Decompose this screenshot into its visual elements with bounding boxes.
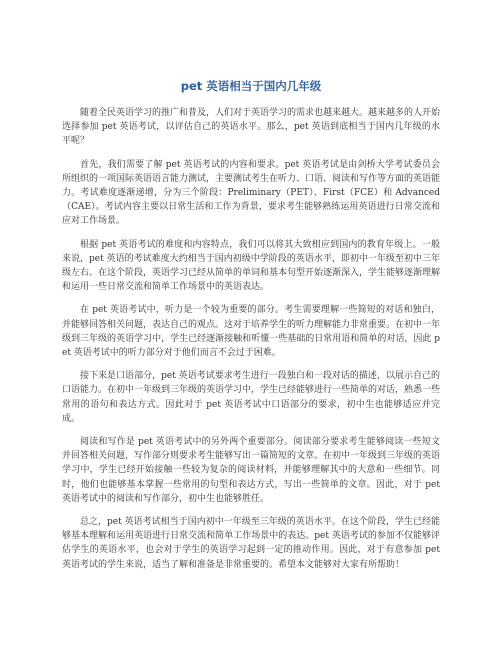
document-title: pet 英语相当于国内几年级 bbox=[180, 79, 322, 93]
paragraph-conclusion: 总之，pet 英语考试相当于国内初中一年级至三年级的英语水平。在这个阶段，学生已经能够基本理解和运用英语进行日常交流和简单工作场景中的表达。pet 英语考试的参加不仅能够评估学生的英语水平，也会对于学生的英语学习起到一定的推动作用。因此，对于有意参加 pet 英语考试的学生来说，适当了解和准备是非常重要的。希望本文能够对大家有所帮助！ bbox=[62, 517, 440, 570]
paragraph-exam-content: 首先，我们需要了解 pet 英语考试的内容和要求。pet 英语考试是由剑桥大学考试委员会所组织的一项国际英语语言能力测试，主要测试考生在听力、口语、阅读和写作等方面的英语能力。考试难度逐渐递增，分为三个阶段：Preliminary（PET）、First（FCE）和 Advanced（CAE）。考试内容主要以日常生活和工作为背景，要求考生能够熟练运用英语进行日常交流和应对工作场景。 bbox=[62, 159, 441, 227]
paragraph-reading-writing: 阅读和写作是 pet 英语考试中的另外两个重要部分。阅读部分要求考生能够阅读一些短文并回答相关问题，写作部分则要求考生能够写出一篇简短的文章。在初中一年级到三年级的英语学习中，学生已经开始接触一些较为复杂的阅读材料，并能够理解其中的大意和一些细节。同时，他们也能够基本掌握一些常用的句型和表达方式，写出一些简单的文章。因此，对于 pet 英语考试中的阅读和写作部分，初中生也能够胜任。 bbox=[62, 437, 441, 504]
paragraph-grade-level: 根据 pet 英语考试的难度和内容特点，我们可以将其大致相应到国内的教育年级上。一般来说，pet 英语的考试难度大约相当于国内初级中学阶段的英语水平，即初中一年级至初中三年级左右。在这个阶段，英语学习已经从简单的单词和基本句型开始逐渐深入，学生能够逐渐理解和运用一些日常交流和简单工作场景中的英语表达。 bbox=[62, 239, 441, 293]
paragraph-listening: 在 pet 英语考试中，听力是一个较为重要的部分。考生需要理解一些简短的对话和独白，并能够回答相关问题，表达自己的观点。这对于培养学生的听力理解能力非常重要。在初中一年级到三年级的英语学习中，学生已经逐渐接触和听懂一些基础的日常用语和简单的对话，因此 pet 英语考试中的听力部分对于他们而言不会过于困难。 bbox=[62, 305, 441, 359]
paragraph-speaking: 接下来是口语部分，pet 英语考试要求考生进行一段独白和一段对话的描述，以展示自己的口语能力。在初中一年级到三年级的英语学习中，学生已经能够进行一些简单的对话，熟悉一些常用的语句和表达方式。因此对于 pet 英语考试中口语部分的要求，初中生也能够适应并完成。 bbox=[62, 371, 441, 424]
paragraph-intro: 随着全民英语学习的推广和普及，人们对于英语学习的需求也越来越大。越来越多的人开始选择参加 pet 英语考试，以评估自己的英语水平。那么，pet 英语到底相当于国内几年级的水平呢？ bbox=[62, 108, 441, 147]
